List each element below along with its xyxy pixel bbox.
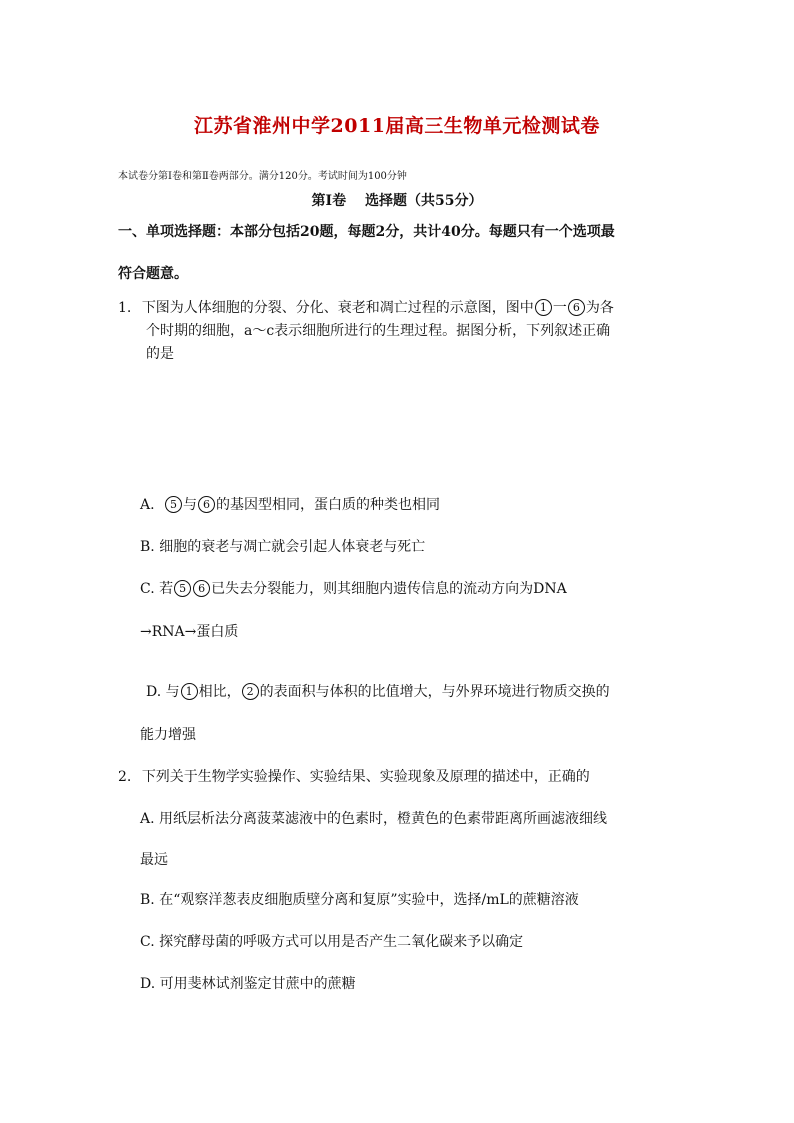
q2-option-a: A. 用纸层析法分离菠菜滤液中的色素时，橙黄色的色素带距离所画滤液细线 <box>140 811 608 827</box>
option-label: A. <box>140 497 155 513</box>
option-text: 相比， <box>198 684 241 700</box>
q1-option-b: B. 细胞的衰老与凋亡就会引起人体衰老与死亡 <box>140 539 426 555</box>
question-2-stem <box>118 766 590 786</box>
exam-title: 江苏省淮州中学2011届高三生物单元检测试卷 <box>194 115 600 137</box>
q2-option-b: B. 在“观察洋葱表皮细胞质壁分离和复原”实验中，选择/mL的蔗糖溶液 <box>140 892 579 908</box>
circled-number: 6 <box>568 299 585 316</box>
question-text: 下列关于生物学实验操作、实验结果、实验现象及原理的描述中，正确的 <box>141 769 590 785</box>
part-heading-line2: 符合题意。 <box>118 266 188 282</box>
question-text: 为各 <box>585 300 614 316</box>
question-number: 1. <box>118 300 132 316</box>
q2-option-a-line2: 最远 <box>140 852 168 868</box>
circled-number: 2 <box>242 683 259 700</box>
q2-option-c: C. 探究酵母菌的呼吸方式可以用是否产生二氧化碳来予以确定 <box>140 934 524 950</box>
circled-number: 6 <box>193 580 210 597</box>
question-number: 2. <box>118 769 132 785</box>
question-1-line3: 的是 <box>146 346 174 362</box>
circled-number: 5 <box>165 496 182 513</box>
option-text: 的基因型相同，蛋白质的种类也相同 <box>216 497 441 513</box>
q1-option-c-line2: →RNA→蛋白质 <box>140 624 239 640</box>
question-text: 下图为人体细胞的分裂、分化、衰老和凋亡过程的示意图，图中 <box>141 300 534 316</box>
section-title: 第Ⅰ卷 选择题（共55分） <box>311 193 483 209</box>
dash-text: 一 <box>552 300 567 316</box>
option-label: D. 与 <box>146 684 180 700</box>
circled-number: 1 <box>181 683 198 700</box>
option-label: C. 若 <box>140 581 174 597</box>
q1-option-c <box>140 578 567 598</box>
circled-number: 6 <box>198 496 215 513</box>
option-text: 已失去分裂能力，则其细胞内遗传信息的流动方向为DNA <box>211 581 567 597</box>
q1-option-d <box>146 681 610 701</box>
option-text: 的表面积与体积的比值增大，与外界环境进行物质交换的 <box>259 684 610 700</box>
circled-number: 5 <box>174 580 191 597</box>
q1-option-a <box>140 494 440 514</box>
figure-placeholder <box>146 368 666 478</box>
question-1-line2: 个时期的细胞，a～c表示细胞所进行的生理过程。据图分析，下列叙述正确 <box>146 323 611 339</box>
q1-option-d-line2: 能力增强 <box>140 727 196 743</box>
option-text: 与 <box>183 497 198 513</box>
q2-option-d: D. 可用斐林试剂鉴定甘蔗中的蔗糖 <box>140 976 356 992</box>
question-1-line1 <box>118 297 614 317</box>
exam-note: 本试卷分第Ⅰ卷和第Ⅱ卷两部分。满分120分。考试时间为100分钟 <box>118 171 407 182</box>
circled-number: 1 <box>535 299 552 316</box>
part-heading-line1: 一、单项选择题：本部分包括20题，每题2分，共计40分。每题只有一个选项最 <box>118 224 615 240</box>
